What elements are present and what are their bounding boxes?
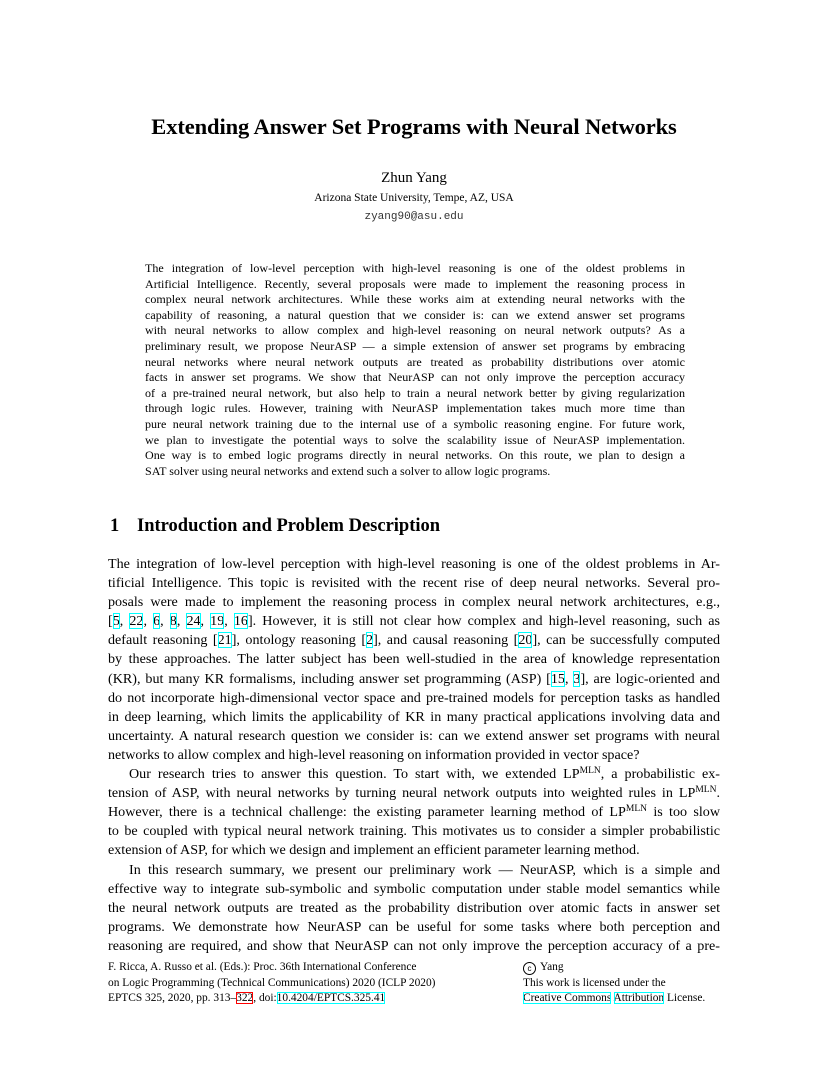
citation-link[interactable]: 20 xyxy=(518,632,533,649)
text-run: is too slow xyxy=(647,804,720,821)
footer-citation xyxy=(108,960,435,1007)
copyright-icon: c xyxy=(523,962,536,975)
body-line: The integration of low-level perception with high-level reasoning is one of the oldest problems in Ar- xyxy=(108,556,720,572)
body-text xyxy=(108,555,720,956)
author-affiliation: Arizona State University, Tempe, AZ, USA xyxy=(314,192,514,204)
abstract-line: facts in answer set programs. We show that NeurASP can not only improve the perception accuracy xyxy=(145,370,685,385)
text-run: However, there is a technical challenge: the existing parameter learning method of LP xyxy=(108,804,626,821)
abstract-line: pure neural network training due to the internal use of a symbolic reasoning engine. For future work, xyxy=(145,416,685,431)
body-line xyxy=(108,784,720,803)
attribution-link[interactable]: Attribution xyxy=(613,992,665,1005)
abstract-line: complex neural network architectures. While these works aim at extending neural networks with the xyxy=(145,292,685,307)
text-run: License. xyxy=(664,992,706,1005)
citation-link[interactable]: 8 xyxy=(169,613,177,630)
citation-link[interactable]: 22 xyxy=(129,613,144,630)
doi-link[interactable]: 10.4204/EPTCS.325.41 xyxy=(276,992,386,1005)
superscript: MLN xyxy=(695,785,717,796)
abstract-line: SAT solver using neural networks and extend such a solver to allow logic programs. xyxy=(145,463,551,478)
superscript: MLN xyxy=(579,766,601,777)
section-number: 1 xyxy=(110,516,120,536)
footer-license xyxy=(523,960,705,1007)
footer-line: on Logic Programming (Technical Communications) 2020 (ICLP 2020) xyxy=(108,976,436,989)
citation-link[interactable]: 5 xyxy=(112,613,120,630)
body-line: (KR), but many KR formalisms, including answer set programming (ASP) [15, 3], are logic-oriented and xyxy=(108,670,720,687)
body-line: in deep learning, which limits the applicability of KR in many practical applications involving data and xyxy=(108,708,720,725)
text-run: ], can be successfully computed xyxy=(532,632,721,649)
abstract-line: we plan to investigate the potential ways to solve the scalability issue of NeurASP implementation. xyxy=(145,432,685,447)
body-line: do not incorporate high-dimensional vector space and pre-trained models for perception tasks as handled xyxy=(108,689,720,706)
license-link[interactable]: Creative Commons xyxy=(523,992,612,1005)
citation-link[interactable]: 16 xyxy=(233,613,248,630)
citation-link[interactable]: 24 xyxy=(186,613,201,630)
body-line: the neural network outputs are treated as the probability distribution over atomic facts in answer set xyxy=(108,899,720,916)
abstract-line: capability of reasoning, a natural question that we consider is: can we extend answer set programs xyxy=(145,307,685,322)
body-line: posals were made to implement the reasoning process in complex neural network architectures, e.g., xyxy=(108,594,720,611)
text-run: Yang xyxy=(540,961,564,973)
text-run: ], ontology reasoning [ xyxy=(231,632,367,649)
abstract xyxy=(145,261,685,479)
abstract-line: with neural networks to allow complex and high-level reasoning on neural network outputs? As a xyxy=(145,323,685,338)
body-line: by these approaches. The latter subject has been well-studied in the area of knowledge representation xyxy=(108,651,720,668)
superscript: MLN xyxy=(625,804,647,815)
abstract-line: neural networks where neural network outputs are treated as probability distributions over atomic xyxy=(145,354,685,369)
body-line: reasoning are required, and show that NeurASP can not only improve the perception accuracy of a pre- xyxy=(108,937,720,954)
footer-line xyxy=(523,991,705,1007)
text-run: Our research tries to answer this question. To start with, we extended LP xyxy=(129,766,580,783)
text-run: default reasoning [ xyxy=(108,632,218,649)
body-line: uncertainty. A natural research question we consider is: can we extend answer set programs with neural xyxy=(108,727,720,744)
body-line: networks to allow complex and high-level reasoning on information provided in vector space? xyxy=(108,746,640,763)
footer-line: This work is licensed under the xyxy=(523,976,666,989)
citation-link[interactable]: 19 xyxy=(210,613,225,630)
citation-link[interactable]: 21 xyxy=(217,632,232,649)
citation-link[interactable]: 2 xyxy=(366,632,374,649)
abstract-line: preliminary result, we propose NeurASP — a simple extension of answer set programs by embracing xyxy=(145,338,685,353)
text-run: tension of ASP, with neural networks by turning neural network outputs into weighted rules in LP xyxy=(108,785,696,802)
abstract-line: Artificial Intelligence. Recently, several proposals were made to implement the reasoning process in xyxy=(145,276,685,291)
body-line: programs. We demonstrate how NeurASP can be useful for some tasks where both perception and xyxy=(108,918,720,935)
text-run: ], and causal reasoning [ xyxy=(373,632,519,649)
section-heading xyxy=(110,516,440,537)
text-run: EPTCS 325, 2020, pp. 313– xyxy=(108,992,237,1005)
body-line: In this research summary, we present our preliminary work — NeurASP, which is a simple and xyxy=(129,861,720,878)
citation-link[interactable]: 15 xyxy=(550,670,565,687)
abstract-line: One way is to embed logic programs directly in neural networks. On this route, we plan to design a xyxy=(145,448,685,463)
text-run: ], are logic-oriented and xyxy=(580,670,720,687)
author-email[interactable]: zyang90@asu.edu xyxy=(364,211,464,223)
text-run: . xyxy=(716,785,720,802)
body-line xyxy=(108,803,720,822)
text-run: . However, it is still not clear how complex and high-level reasoning, such as xyxy=(252,613,721,630)
body-line: [5, 22, 6, 8, 24, 19, 16]. However, it is still not clear how complex and high-level reasoning, such as xyxy=(108,613,721,630)
text-run: , a probabilistic ex- xyxy=(600,766,720,783)
footer-line xyxy=(523,960,705,976)
body-line: effective way to integrate sub-symbolic and symbolic computation under stable model semantics while xyxy=(108,880,720,897)
body-line: tificial Intelligence. This topic is revisited with the recent rise of deep neural networks. Several pro- xyxy=(108,575,720,592)
abstract-line: of a pre-trained neural network, but also help to train a neural network better by giving regularization xyxy=(145,385,685,400)
section-title: Introduction and Problem Description xyxy=(137,516,441,536)
text-run: (KR), but many KR formalisms, including answer set programming (ASP) [ xyxy=(108,670,551,687)
citation-link[interactable]: 6 xyxy=(153,613,161,630)
author-name: Zhun Yang xyxy=(381,170,447,186)
citation-link[interactable]: 3 xyxy=(573,670,581,687)
body-line xyxy=(108,765,720,784)
text-run: , doi: xyxy=(253,992,277,1005)
footer-line: F. Ricca, A. Russo et al. (Eds.): Proc. 36th International Conference xyxy=(108,961,417,973)
page-link[interactable]: 322 xyxy=(236,992,254,1005)
body-line: extension of ASP, for which we design and implement an efficient parameter learning method. xyxy=(108,842,640,859)
footer-line xyxy=(108,991,435,1007)
body-line: to be coupled with typical neural network training. This motivates us to consider a simpler probabilistic xyxy=(108,823,720,840)
paper-title: Extending Answer Set Programs with Neural Networks xyxy=(151,114,677,139)
abstract-line: through logic rules. However, training with NeurASP implementation takes much more time than xyxy=(145,401,685,416)
body-line xyxy=(108,631,720,650)
abstract-line: The integration of low-level perception with high-level reasoning is one of the oldest problems in xyxy=(145,261,685,275)
